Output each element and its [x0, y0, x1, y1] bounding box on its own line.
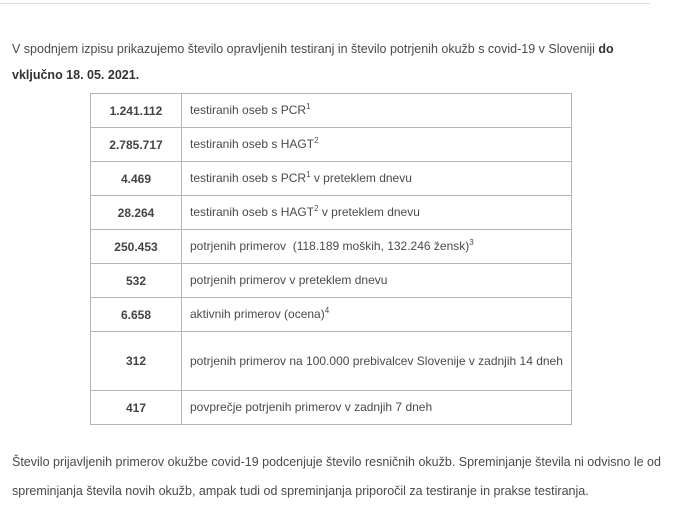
table-row — [91, 230, 572, 264]
row-label: aktivnih primerov (ocena) — [190, 307, 325, 321]
table-row — [91, 332, 572, 391]
row-label: testiranih oseb s PCR — [190, 103, 307, 117]
row-value: 417 — [91, 391, 182, 425]
row-value: 312 — [91, 332, 182, 391]
footnote-marker[interactable]: 4 — [324, 306, 330, 315]
row-label: potrjenih primerov (118.189 moških, 132.246 žensk) — [190, 239, 470, 253]
row-label-cell — [182, 332, 572, 391]
row-value: 6.658 — [91, 298, 182, 332]
row-label-cell — [182, 230, 572, 264]
row-label-cell — [182, 94, 572, 128]
row-label: potrjenih primerov na 100.000 prebivalcev Slovenije v zadnjih 14 dneh — [190, 353, 563, 368]
footnote-marker[interactable]: 2 — [314, 204, 319, 213]
statistics-table — [90, 93, 572, 425]
table-row — [91, 196, 572, 230]
footnote-marker[interactable]: 1 — [306, 102, 311, 111]
intro-date: do vključno 18. 05. 2021. — [12, 42, 614, 82]
row-label: testiranih oseb s HAGT — [190, 205, 315, 219]
row-label: testiranih oseb s HAGT — [190, 137, 315, 151]
row-label: testiranih oseb s PCR — [190, 171, 307, 185]
row-value: 4.469 — [91, 162, 182, 196]
table-row — [91, 162, 572, 196]
row-value: 250.453 — [91, 230, 182, 264]
row-label-cell — [182, 128, 572, 162]
row-value: 1.241.112 — [91, 94, 182, 128]
table-row — [91, 128, 572, 162]
table-row — [91, 264, 572, 298]
row-value: 28.264 — [91, 196, 182, 230]
row-label-suffix: v preteklem dnevu — [318, 205, 420, 219]
row-value: 2.785.717 — [91, 128, 182, 162]
row-label-suffix: v preteklem dnevu — [310, 171, 412, 185]
footnote-marker[interactable]: 3 — [469, 238, 474, 247]
table-row — [91, 391, 572, 425]
intro-paragraph — [12, 36, 657, 88]
footnote-marker[interactable]: 2 — [314, 136, 319, 145]
row-label-cell — [182, 264, 572, 298]
footnote-marker[interactable]: 1 — [306, 170, 311, 179]
intro-text: V spodnjem izpisu prikazujemo število opravljenih testiranj in število potrjenih okužb s covid-19 v Sloveniji — [12, 42, 599, 56]
row-label-cell — [182, 162, 572, 196]
table-row — [91, 298, 572, 332]
row-label-cell — [182, 298, 572, 332]
row-label-cell — [182, 196, 572, 230]
top-divider — [0, 3, 650, 4]
outro-paragraph: Število prijavljenih primerov okužbe covid-19 podcenjuje število resničnih okužb. Spreminjanje števila ni odvisno le od spreminjanja števila novih okužb, ampak tudi od spreminjanja priporočil za testiranje in prakse testiranja. — [12, 455, 661, 498]
row-label: potrjenih primerov v preteklem dnevu — [190, 273, 388, 287]
table-row — [91, 94, 572, 128]
row-label-cell — [182, 391, 572, 425]
row-label: povprečje potrjenih primerov v zadnjih 7 dneh — [190, 400, 433, 414]
row-value: 532 — [91, 264, 182, 298]
